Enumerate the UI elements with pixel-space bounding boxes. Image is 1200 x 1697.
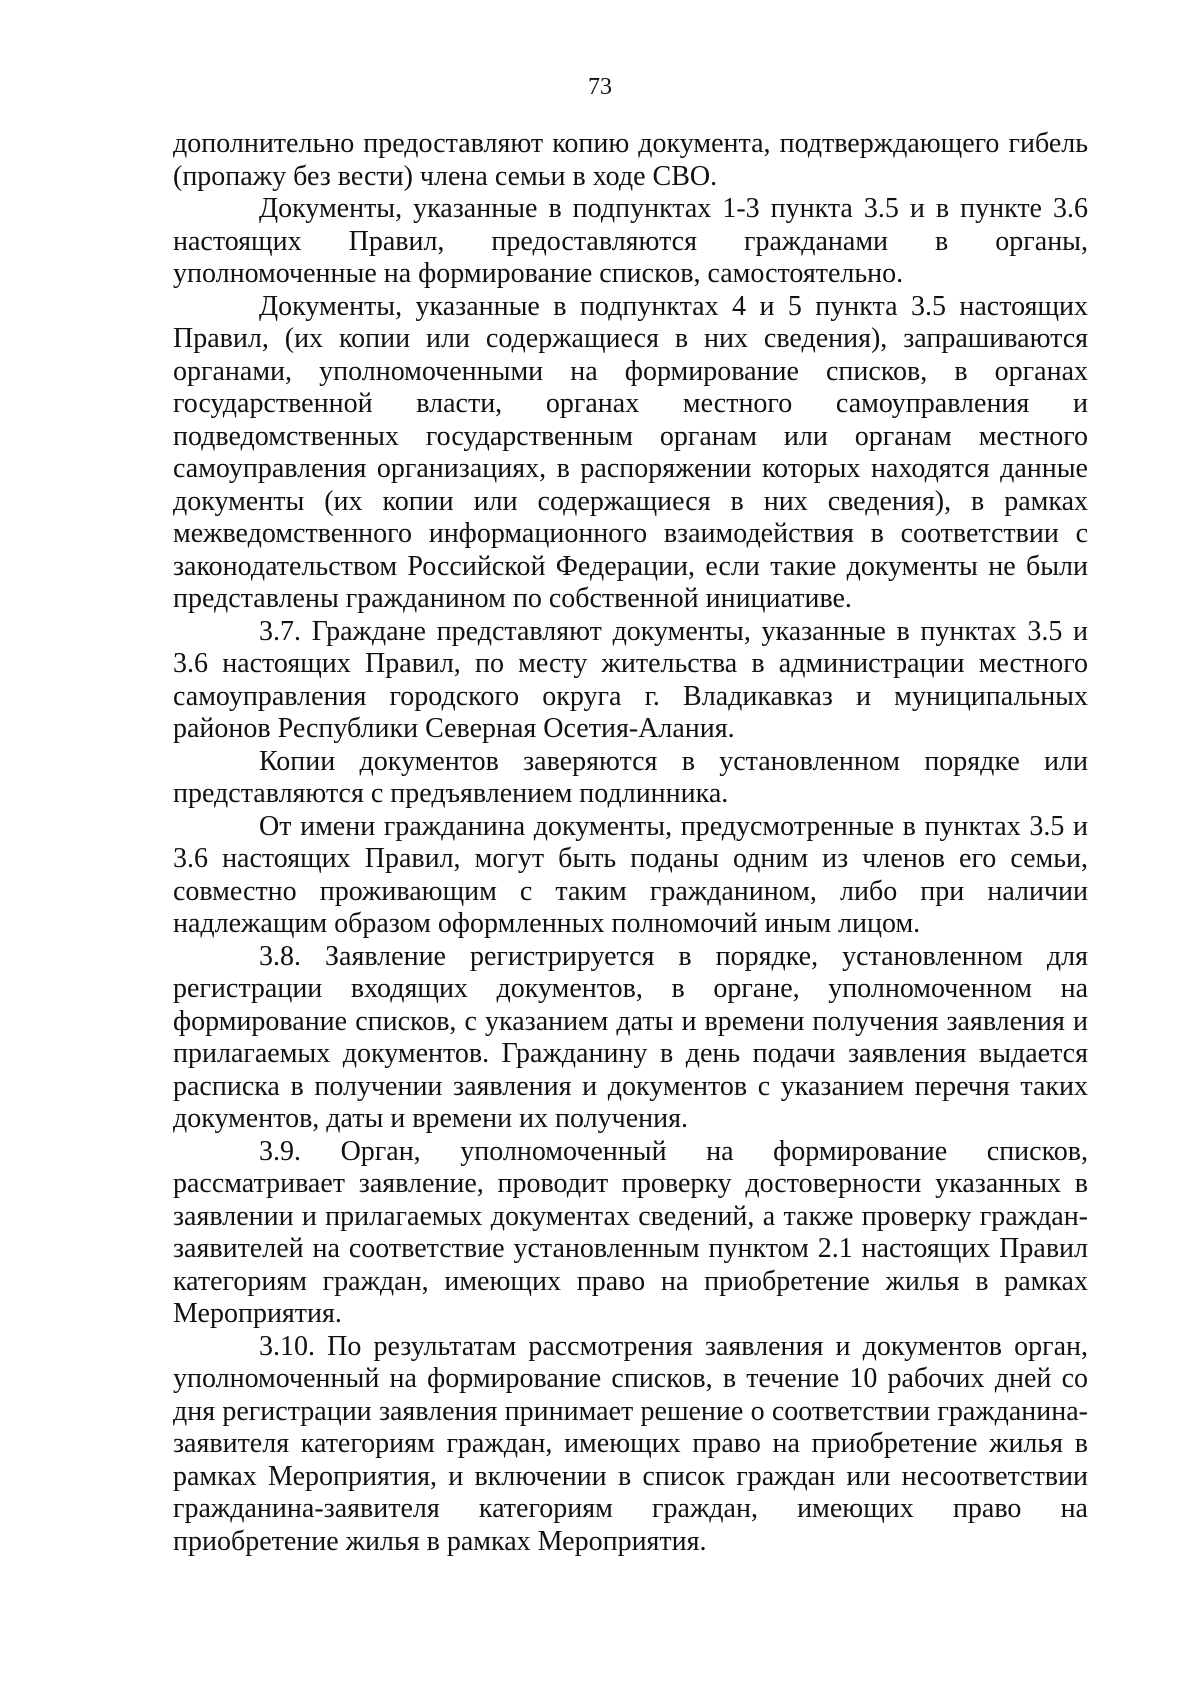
paragraph-documents-self-provided: Документы, указанные в подпунктах 1-3 пункта 3.5 и в пункте 3.6 настоящих Правил, предоставляются гражданами в органы, уполномоченные на формирование списков, самостоятельно. [173, 193, 1088, 289]
paragraph-on-behalf: От имени гражданина документы, предусмотренные в пунктах 3.5 и 3.6 настоящих Правил, могут быть поданы одним из членов его семьи, совместно проживающим с таким гражданином, либо при наличии надлежащим образом оформленных полномочий иным лицом. [173, 810, 1088, 939]
paragraph-continuation: дополнительно предоставляют копию документа, подтверждающего гибель (пропажу без вести) члена семьи в ходе СВО. [173, 128, 1088, 192]
paragraph-copies-certified: Копии документов заверяются в установленном порядке или представляются с предъявлением подлинника. [173, 745, 1088, 809]
paragraph-clause-3-9: 3.9. Орган, уполномоченный на формирование списков, рассматривает заявление, проводит проверку достоверности указанных в заявлении и прилагаемых документах сведений, а также проверку граждан-заявителей на соответствие установленным пунктом 2.1 настоящих Правил категориям граждан, имеющих право на приобретение жилья в рамках Мероприятия. [173, 1135, 1088, 1329]
document-body [173, 128, 1088, 1558]
paragraph-clause-3-7: 3.7. Граждане представляют документы, указанные в пунктах 3.5 и 3.6 настоящих Правил, по месту жительства в администрации местного самоуправления городского округа г. Владикавказ и муниципальных районов Республики Северная Осетия-Алания. [173, 615, 1088, 744]
paragraph-clause-3-10: 3.10. По результатам рассмотрения заявления и документов орган, уполномоченный на формирование списков, в течение 10 рабочих дней со дня регистрации заявления принимает решение о соответствии гражданина-заявителя категориям граждан, имеющих право на приобретение жилья в рамках Мероприятия, и включении в список граждан или несоответствии гражданина-заявителя категориям граждан, имеющих право на приобретение жилья в рамках Мероприятия. [173, 1330, 1088, 1557]
page-number: 73 [588, 74, 612, 100]
paragraph-clause-3-8: 3.8. Заявление регистрируется в порядке, установленном для регистрации входящих документов, в органе, уполномоченном на формирование списков, с указанием даты и времени получения заявления и прилагаемых документов. Гражданину в день подачи заявления выдается расписка в получении заявления и документов с указанием перечня таких документов, даты и времени их получения. [173, 940, 1088, 1134]
paragraph-documents-requested: Документы, указанные в подпунктах 4 и 5 пункта 3.5 настоящих Правил, (их копии или содержащиеся в них сведения), запрашиваются органами, уполномоченными на формирование списков, в органах государственной власти, органах местного самоуправления и подведомственных государственным органам или органам местного самоуправления организациях, в распоряжении которых находятся данные документы (их копии или содержащиеся в них сведения), в рамках межведомственного информационного взаимодействия в соответствии с законодательством Российской Федерации, если такие документы не были представлены гражданином по собственной инициативе. [173, 290, 1088, 614]
